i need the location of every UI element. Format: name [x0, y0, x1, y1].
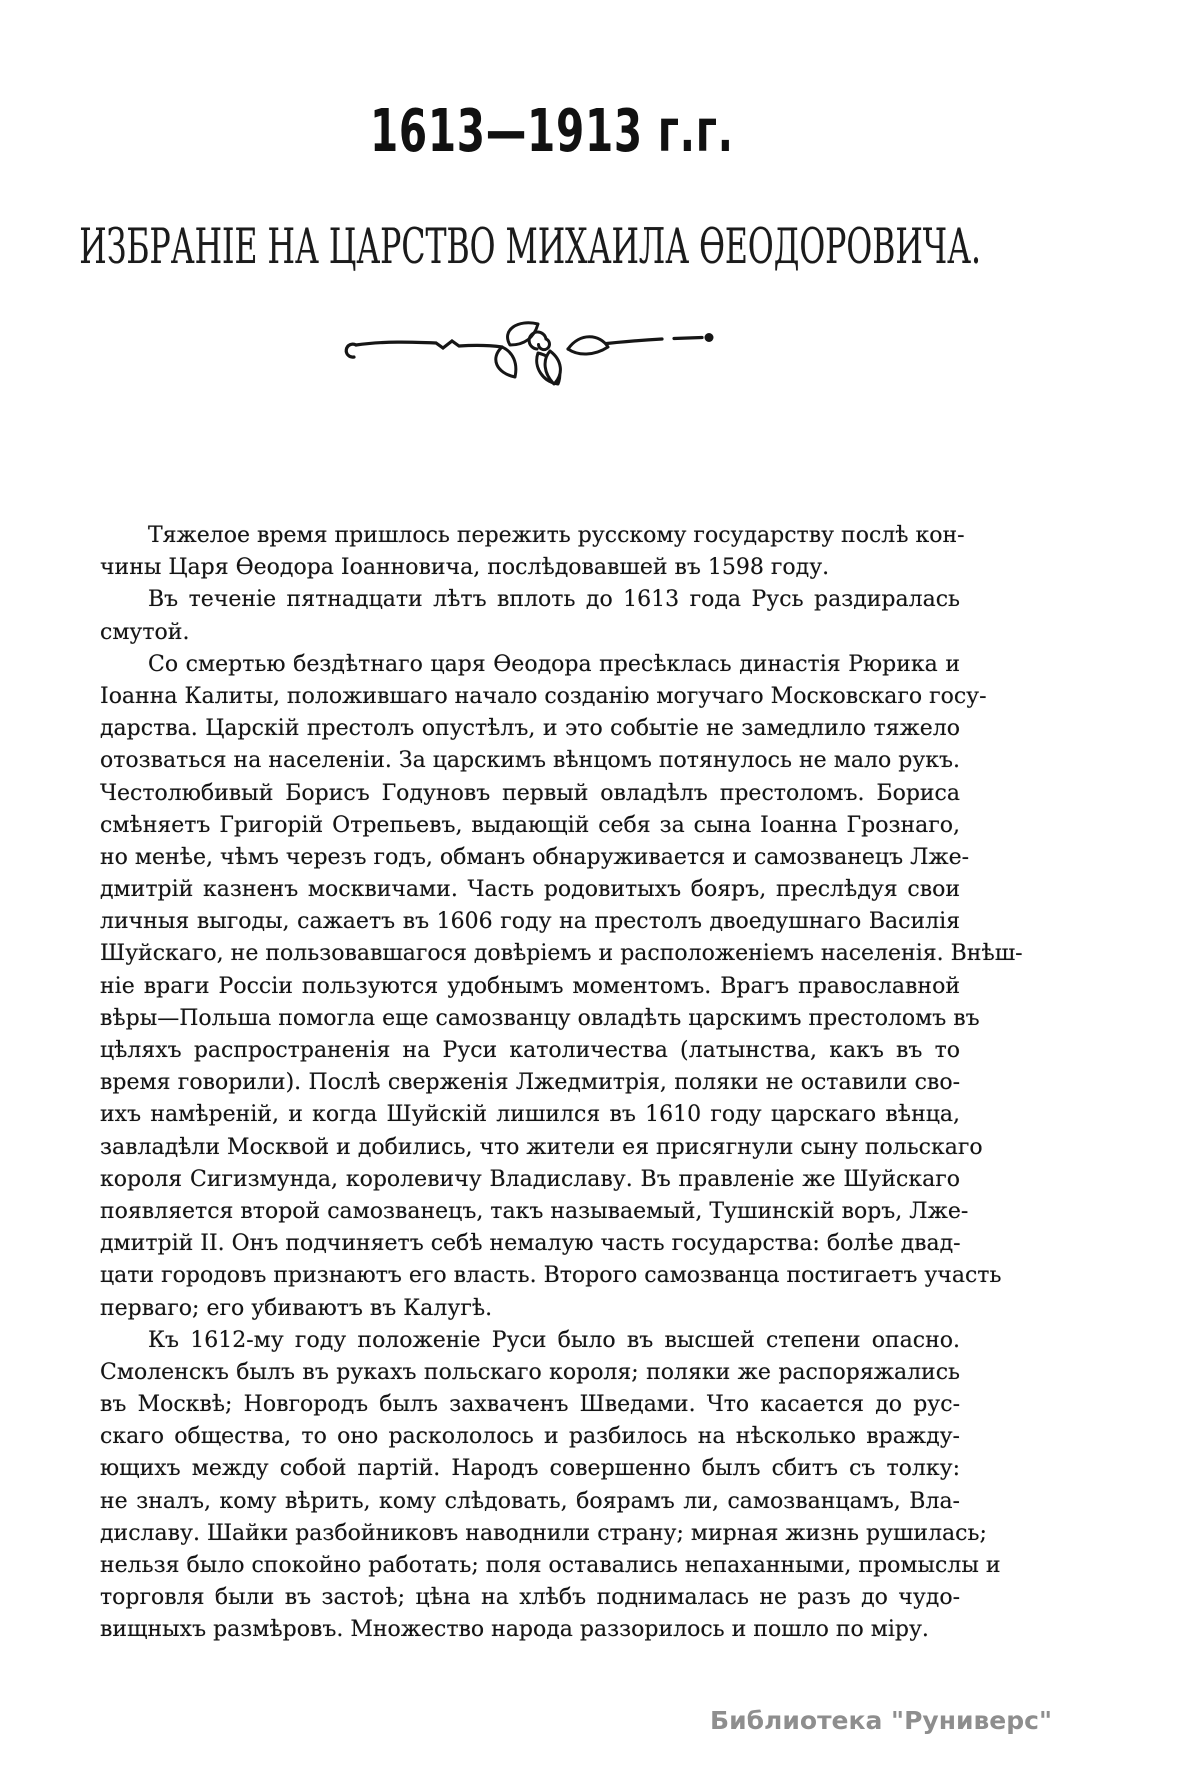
body-text — [100, 520, 1023, 1647]
paragraph — [100, 584, 960, 648]
text-line: время говорили). Послѣ сверженія Лжедмитрія, поляки не оставили сво- — [100, 1070, 960, 1096]
text-line: вищныхъ размѣровъ. Множество народа раззорилось и пошло по міру. — [100, 1617, 929, 1643]
text-line: нельзя было спокойно работать; поля оставались непаханными, промыслы и — [100, 1553, 1001, 1578]
text-line: диславу. Шайки разбойниковъ наводнили страну; мирная жизнь рушилась; — [100, 1520, 987, 1546]
heading-row — [79, 218, 981, 275]
paragraph — [100, 649, 1023, 1325]
floral-divider-icon — [340, 318, 720, 396]
text-line: дмитрій казненъ москвичами. Часть родовитыхъ бояръ, преслѣдуя свои — [100, 877, 960, 903]
text-line: дарства. Царскій престолъ опустѣлъ, и это событіе не замедлило тяжело — [100, 716, 960, 742]
text-line: Тяжелое время пришлось пережить русскому государству послѣ кон- — [148, 523, 965, 548]
text-line: Смоленскъ былъ въ рукахъ польскаго короля; поляки же распоряжались — [100, 1359, 960, 1385]
text-line: но менѣе, чѣмъ черезъ годъ, обманъ обнаруживается и самозванецъ Лже- — [100, 844, 970, 870]
text-line: ніе враги Россіи пользуются удобнымъ моментомъ. Врагъ православной — [100, 973, 960, 999]
paragraph — [100, 520, 965, 584]
text-line: вѣры—Польша помогла еще самозванцу овладѣть царскимъ престоломъ въ — [100, 1005, 980, 1031]
text-column — [79, 0, 1023, 1771]
text-line: Іоанна Калиты, положившаго начало созданію могучаго Московскаго госу- — [100, 683, 987, 709]
text-line: Честолюбивый Борисъ Годуновъ первый овладѣлъ престоломъ. Бориса — [100, 780, 960, 806]
text-line: появляется второй самозванецъ, такъ называемый, Тушинскій воръ, Лже- — [100, 1198, 969, 1224]
text-line: цати городовъ признаютъ его власть. Второго самозванца постигаетъ участь — [100, 1263, 1002, 1289]
library-watermark: Библиотека "Руниверс" — [710, 1706, 1052, 1735]
text-line: торговля были въ застоѣ; цѣна на хлѣбъ поднималась не разъ до чудо- — [100, 1585, 960, 1611]
text-line: чины Царя Ѳеодора Іоанновича, послѣдовавшей въ 1598 году. — [100, 555, 830, 581]
text-line: смѣняетъ Григорій Отрепьевъ, выдающій себя за сына Іоанна Грознаго, — [100, 812, 960, 838]
text-line: цѣляхъ распространенія на Руси католичества (латынства, какъ въ то — [100, 1038, 960, 1063]
text-line: Со смертью бездѣтнаго царя Ѳеодора пресѣклась династія Рюрика и — [148, 651, 960, 677]
chapter-heading: ИЗБРАНІЕ НА ЦАРСТВО МИХАИЛА ѲЕОДОРОВИЧА. — [79, 218, 981, 275]
text-line: въ Москвѣ; Новгородъ былъ захваченъ Шведами. Что касается до рус- — [100, 1392, 960, 1418]
ornament-row — [100, 318, 960, 396]
text-line: отозваться на населеніи. За царскимъ вѣнцомъ потянулось не мало рукъ. — [100, 748, 960, 774]
text-line: дмитрій II. Онъ подчиняетъ себѣ немалую часть государства: болѣе двад- — [100, 1231, 961, 1257]
text-line: перваго; его убиваютъ въ Калугѣ. — [100, 1295, 493, 1321]
page-title: 1613—1913 г.г. — [370, 96, 734, 166]
text-line: ющихъ между собой партій. Народъ совершенно былъ сбитъ съ толку: — [100, 1456, 960, 1482]
text-line: личныя выгоды, сажаетъ въ 1606 году на престолъ двоедушнаго Василія — [100, 909, 960, 935]
text-line: не зналъ, кому вѣрить, кому слѣдовать, боярамъ ли, самозванцамъ, Вла- — [100, 1488, 960, 1514]
title-row — [100, 96, 960, 164]
text-line: Шуйскаго, не пользовавшагося довѣріемъ и расположеніемъ населенія. Внѣш- — [100, 941, 1023, 967]
text-line: завладѣли Москвой и добились, что жители ея присягнули сыну польскаго — [100, 1134, 983, 1160]
text-line: короля Сигизмунда, королевичу Владиславу. Въ правленіе же Шуйскаго — [100, 1166, 960, 1192]
text-line: скаго общества, то оно раскололось и разбилось на нѣсколько вражду- — [100, 1424, 960, 1450]
text-line: Къ 1612-му году положеніе Руси было въ высшей степени опасно. — [148, 1327, 960, 1353]
paragraph — [100, 1325, 1001, 1647]
text-line: ихъ намѣреній, и когда Шуйскій лишился въ 1610 году царскаго вѣнца, — [100, 1102, 960, 1128]
text-line: смутой. — [100, 619, 190, 645]
text-line: Въ теченіе пятнадцати лѣтъ вплоть до 1613 года Русь раздиралась — [148, 587, 960, 613]
